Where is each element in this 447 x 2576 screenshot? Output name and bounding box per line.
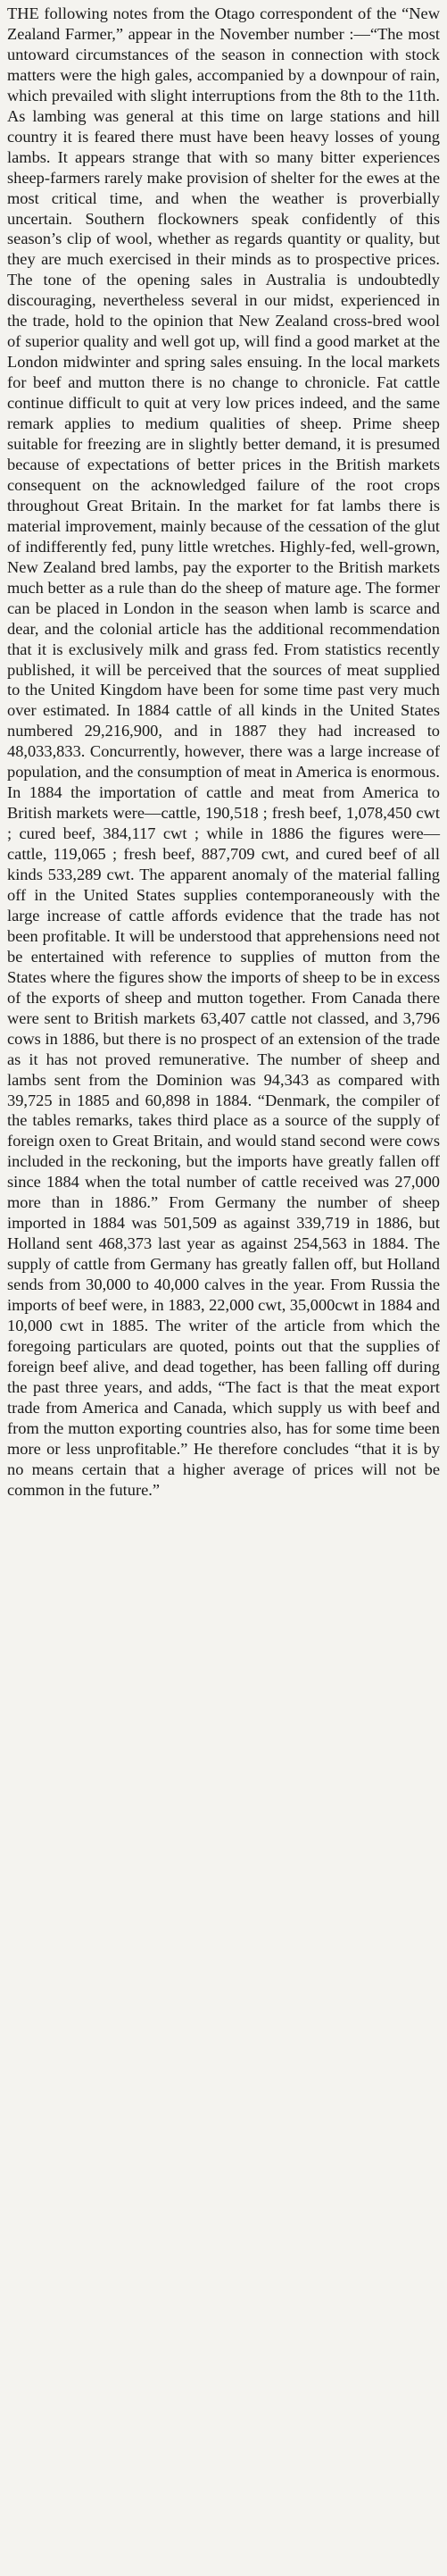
article-text: THE following notes from the Otago correspondent of the “New Zealand Farmer,” appear in the November number :—“The most untoward circumstances of the season in connection with stock matters were the high gales, accompanied by a downpour of rain, which prevailed with slight interruptions from the 8th to the 11th. As lambing was general at this time on large stations and hill country it is feared there must have been heavy losses of young lambs. It appears strange that with so many bitter experiences sheep-farmers rarely make provision of shelter for the ewes at the most critical time, and when the weather is proverbially uncertain. Southern flockowners speak confidently of this season’s clip of wool, whether as regards quantity or quality, but they are much exercised in their minds as to prospective prices. The tone of the opening sales in Australia is undoubtedly discouraging, nevertheless several in our midst, experienced in the trade, hold to the opinion that New Zealand cross-bred wool of superior quality and well got up, will find a good market at the London midwinter and spring sales ensuing. In the local markets for beef and mutton there is no change to chronicle. Fat cattle continue difficult to quit at very low prices indeed, and the same remark applies to medium qualities of sheep. Prime sheep suitable for freezing are in slightly better demand, it is presumed because of expectations of better prices in the British markets consequent on the acknowledged failure of the root crops throughout Great Britain. In the market for fat lambs there is material improvement, mainly because of the cessation of the glut of indifferently fed, puny little wretches. Highly-fed, well-grown, New Zealand bred lambs, pay the exporter to the British markets much better as a rule than do the sheep of mature age. The former can be placed in London in the season when lamb is scarce and dear, and the colonial article has the additional recommendation that it is exclusively milk and grass fed. From statistics recently published, it will be perceived that the sources of meat supplied to the United Kingdom have been for some time past very much over estimated. In 1884 cattle of all kinds in the United States numbered 29,216,900, and in 1887 they had increased to 48,033,833. Concurrently, however, there was a large increase of population, and the consumption of meat in America is enormous. In 1884 the importation of cattle and meat from America to British markets were—cattle, 190,518 ; fresh beef, 1,078,450 cwt ; cured beef, 384,117 cwt ; while in 1886 the figures were—cattle, 119,065 ; fresh beef, 887,709 cwt, and cured beef of all kinds 533,289 cwt. The apparent anomaly of the material falling off in the United States supplies contemporaneously with the large increase of cattle affords evidence that the trade has not been profitable. It will be understood that apprehensions need not be entertained with reference to supplies of mutton from the States where the figures show the imports of sheep to be in excess of the exports of sheep and mutton together. From Canada there were sent to British markets 63,407 cattle not classed, and 3,796 cows in 1886, but there is no prospect of an extension of the trade as it has not proved remunerative. The number of sheep and lambs sent from the Dominion was 94,343 as compared with 39,725 in 1885 and 60,898 in 1884. “Denmark, the compiler of the tables remarks, takes third place as a source of the supply of foreign oxen to Great Britain, and would stand second were cows included in the reckoning, but the imports have greatly fallen off since 1884 when the total number of cattle received was 27,000 more than in 1886.” From Germany the number of sheep imported in 1884 was 501,509 as against 339,719 in 1886, but Holland sent 468,373 last year as against 254,563 in 1884. The supply of cattle from Germany has greatly fallen off, but Holland sends from 30,000 to 40,000 calves in the year. From Russia the imports of beef were, in 1883, 22,000 cwt, 35,000cwt in 1884 and 10,000 cwt in 1885. The writer of the article from which the foregoing particulars are quoted, points out that the supplies of foreign beef alive, and dead together, has been falling off during the past three years, and adds, “The fact is that the meat export trade from America and Canada, which supply us with beef and from the mutton exporting countries also, has for some time been more or less unprofitable.” He therefore concludes “that it is by no means certain that a higher average of prices will not be common in the future.”: [7, 4, 440, 1499]
